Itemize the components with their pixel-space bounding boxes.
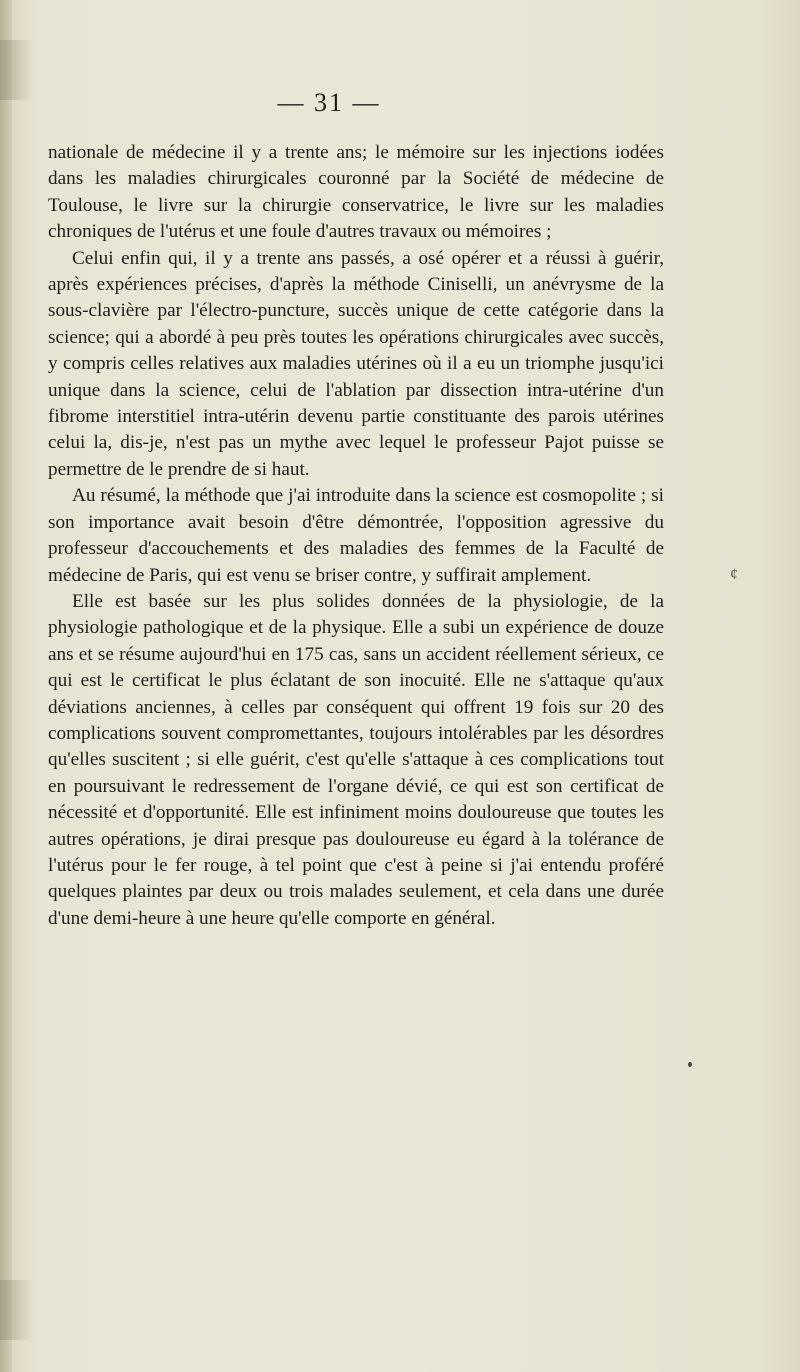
page-spine: [0, 0, 12, 1372]
body-text: [48, 140, 664, 932]
edge-shadow: [0, 1280, 32, 1340]
paragraph: nationale de médecine il y a trente ans; le mémoire sur les injections iodées dans les maladies chirurgicales couronné par la Société de médecine de Toulouse, le livre sur la chirurgie conservatrice, le livre sur les maladies chroniques de l'utérus et une foule d'autres travaux ou mémoires ;: [48, 142, 664, 243]
paragraph: Celui enfin qui, il y a trente ans passés, a osé opérer et a réussi à guérir, après expériences précises, d'après la méthode Ciniselli, un anévrysme de la sous-clavière par l'électro-puncture, succès unique de cette catégorie dans la science; qui a abordé à peu près toutes les opérations chirurgicales avec succès, y compris celles relatives aux maladies utérines où il a eu un triomphe jusqu'ici unique dans la science, celui de l'ablation par dissection intra-utérine d'un fibrome interstitiel intra-utérin devenu partie constituante des parois utérines celui la, dis-je, n'est pas un mythe avec lequel le professeur Pajot puisse se permettre de le prendre de si haut.: [48, 247, 664, 480]
page-number: — 31 —: [277, 88, 381, 117]
margin-mark: ¢: [730, 566, 738, 583]
paragraph: Au résumé, la méthode que j'ai introduite dans la science est cosmopolite ; si son importance avait besoin d'être démontrée, l'opposition agressive du professeur d'accouchements et des maladies des femmes de la Faculté de médecine de Paris, qui est venu se briser contre, y suffirait amplement.: [48, 485, 664, 586]
ink-speck: [688, 1062, 692, 1067]
paragraph: Elle est basée sur les plus solides données de la physiologie, de la physiologie pathologique et de la physique. Elle a subi un expérience de douze ans et se résume aujourd'hui en 175 cas, sans un accident réellement sérieux, ce qui est le certificat le plus éclatant de son inocuité. Elle ne s'attaque qu'aux déviations anciennes, à celles par conséquent qui offrent 19 fois sur 20 des complications souvent compromettantes, toujours intolérables par les désordres qu'elles suscitent ; si elle guérit, c'est qu'elle s'attaque à ces complications tout en poursuivant le redressement de l'organe dévié, ce qui est son certificat de nécessité et d'opportunité. Elle est infiniment moins douloureuse que toutes les autres opérations, je dirai presque pas douloureuse eu égard à la tolérance de l'utérus pour le fer rouge, à tel point que c'est à peine si j'ai entendu proféré quelques plaintes par deux ou trois malades seulement, et cela dans une durée d'une demi-heure à une heure qu'elle comporte en général.: [48, 590, 664, 929]
